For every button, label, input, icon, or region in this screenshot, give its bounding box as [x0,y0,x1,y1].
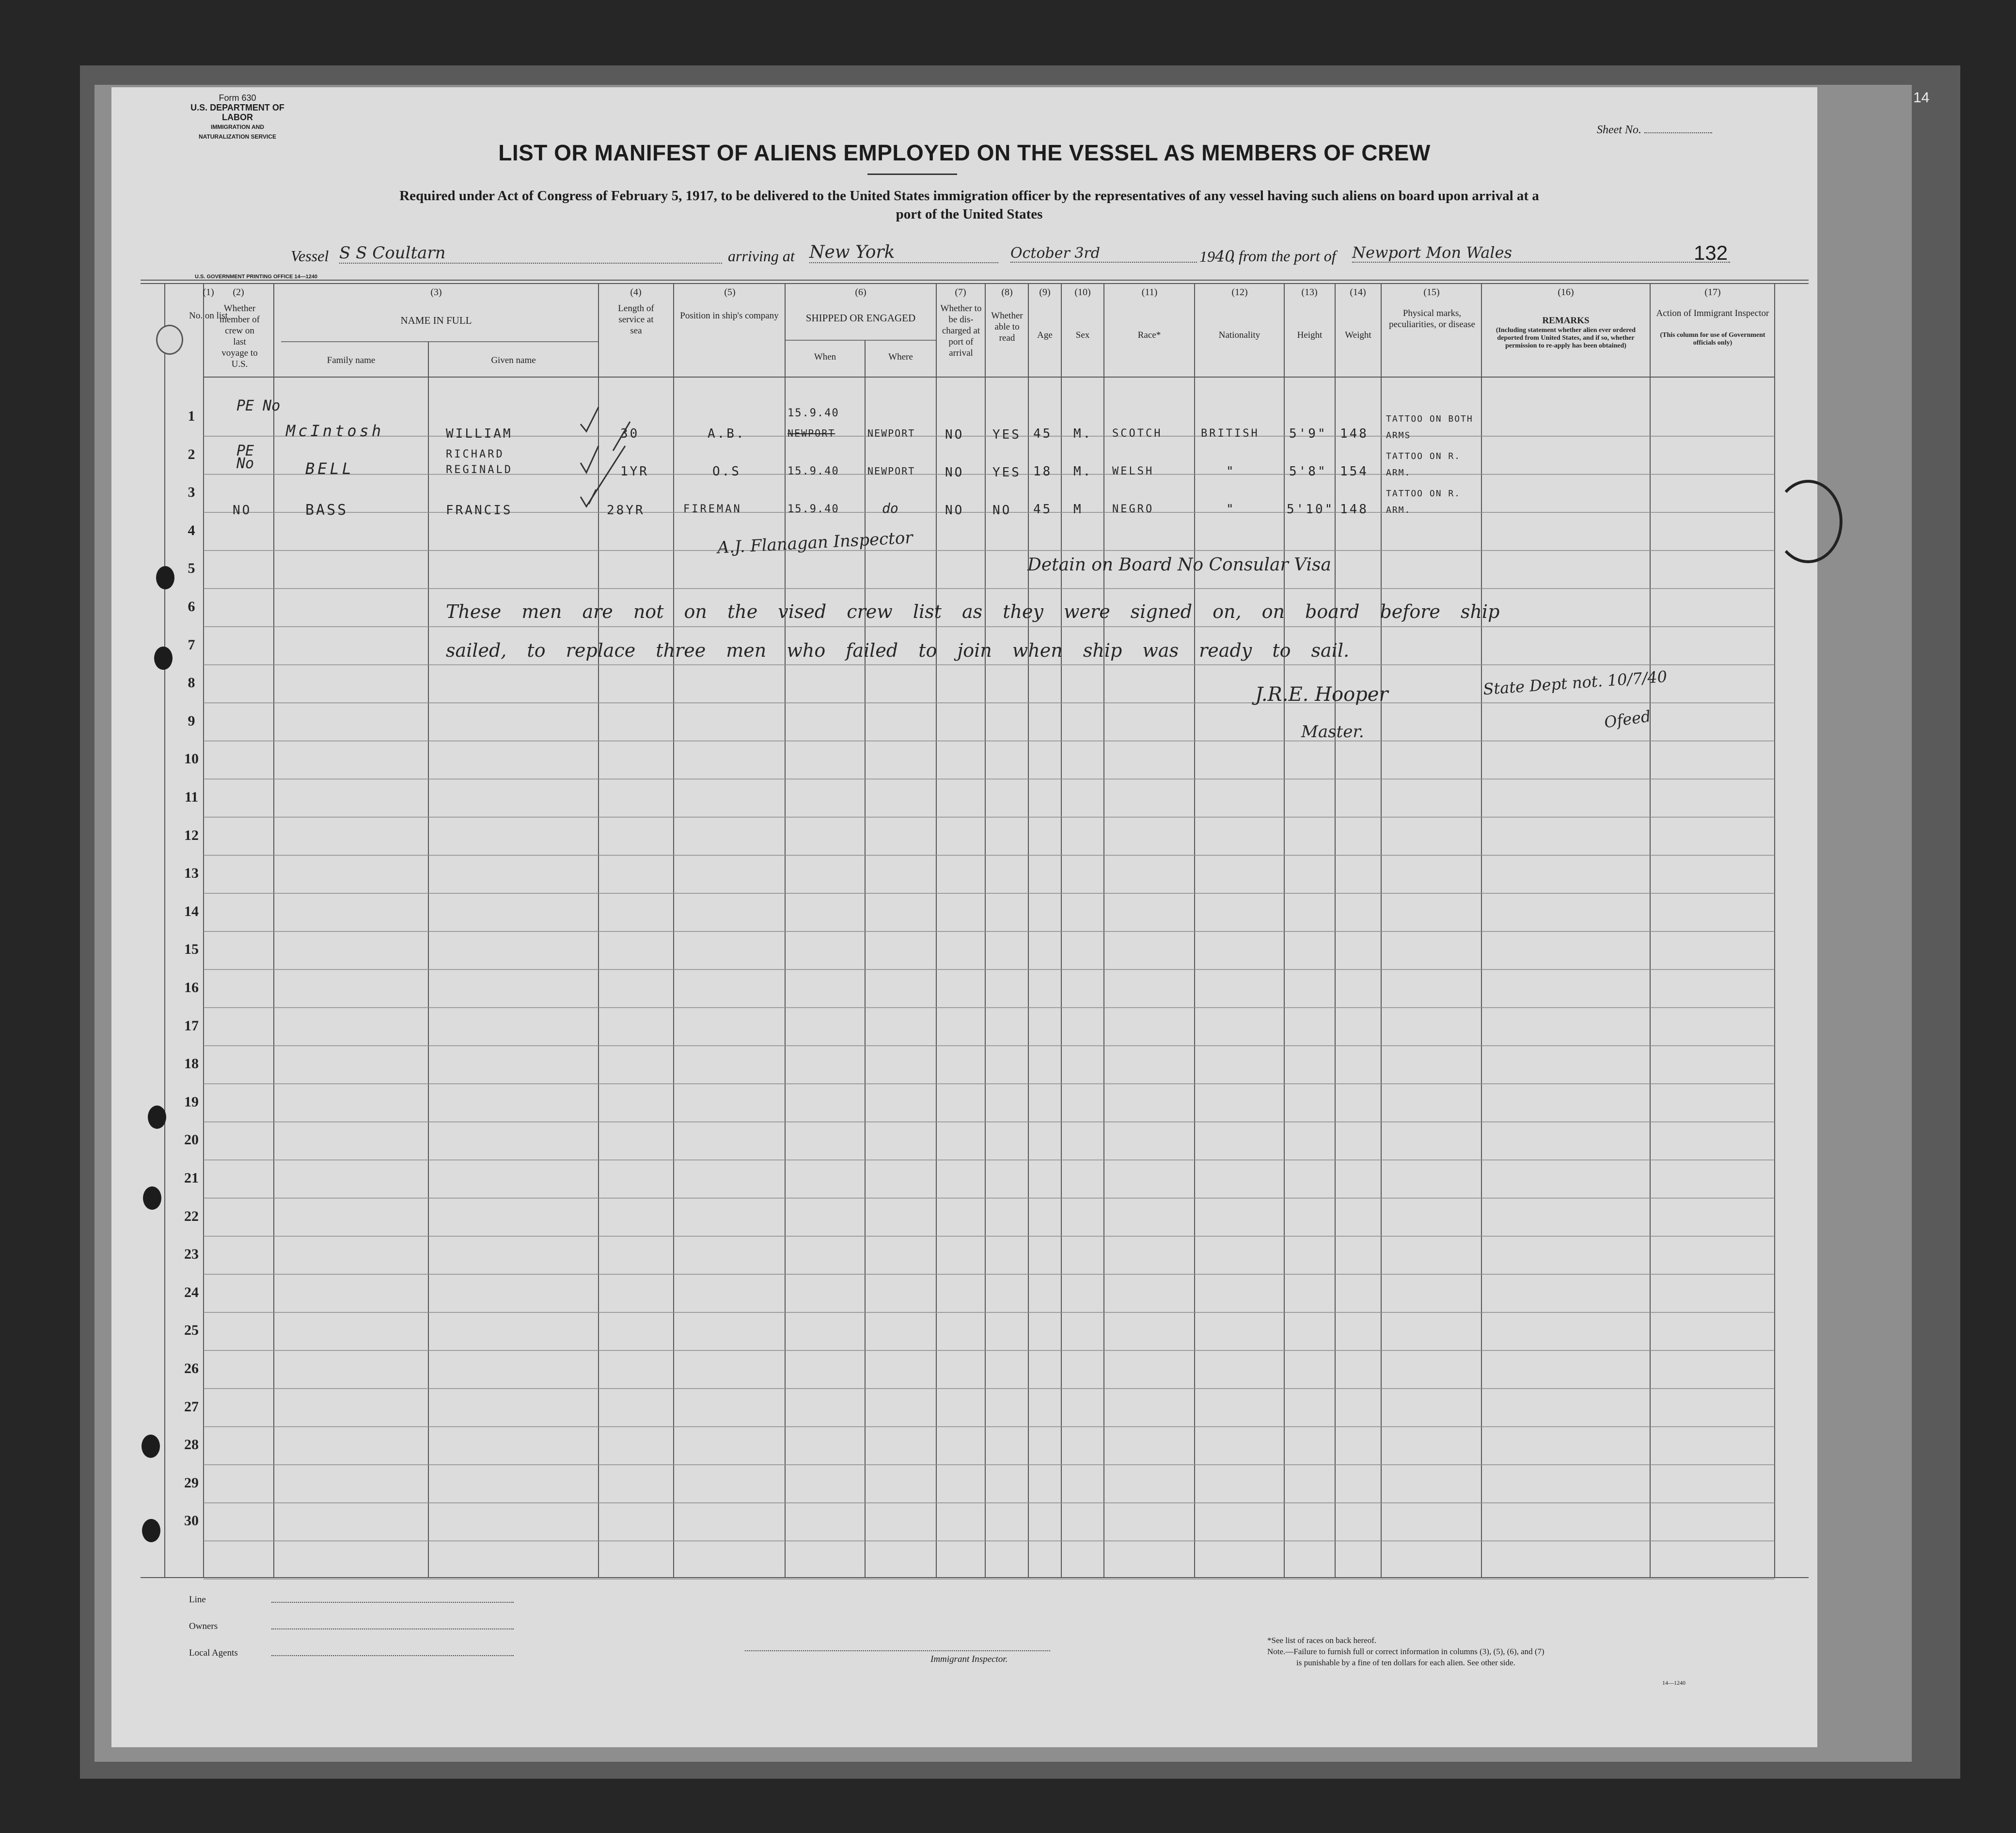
col-num-3: (3) [430,287,442,298]
row2-nationality: " [1226,464,1236,479]
vessel-label: Vessel [291,247,329,265]
row-number: 19 [184,1093,199,1110]
subtitle-line-1: Required under Act of Congress of February 5, 1917, to be delivered to the United States immigration officer by the representatives of any vessel having such aliens on board upon arrival at a [399,188,1539,204]
line-field [189,1595,206,1605]
owners-blank [271,1628,514,1629]
col-head-height: Height [1297,330,1323,340]
vessel-name: S S Coultarn [339,243,722,264]
row3-service: 28YR [607,503,645,518]
row-number: 23 [184,1246,199,1263]
col-head-when: When [814,352,836,362]
row3-last-voyage: NO [233,503,252,518]
row-number: 25 [184,1322,199,1339]
row-number: 7 [188,636,195,653]
row2-given-name: RICHARD REGINALD [446,448,513,476]
row3-read: NO [992,503,1012,518]
year-field [1199,247,1235,266]
row1-age: 45 [1033,427,1053,441]
col-num-10: (10) [1074,287,1091,298]
department-name: U.S. DEPARTMENT OF LABOR [190,103,284,122]
arriving-label: arriving at [728,247,795,265]
row-number: 20 [184,1132,199,1148]
binder-clip-ring [1774,480,1843,563]
sheet-number-field [1597,124,1712,137]
row1-last-voyage: PE No [236,397,281,414]
year-prefix: 19 [1199,248,1215,265]
row2-where: NEWPORT [867,465,915,477]
row1-service: 30 [620,427,640,441]
col-head-where: Where [888,352,913,362]
col-num-15: (15) [1423,287,1440,298]
row-number: 22 [184,1208,199,1224]
row2-age: 18 [1033,464,1053,479]
state-dept-note: State Dept not. 10/7/40 [1482,667,1668,699]
row3-marks: TATTOO ON R. ARM. [1386,489,1461,515]
row-number: 12 [184,827,199,843]
row-number: 15 [184,941,199,958]
row1-where-struck: NEWPORT [788,427,835,439]
row-number: 30 [184,1513,199,1529]
row3-age: 45 [1033,502,1053,517]
col-head-physical-marks: Physical marks, peculiarities, or disease [1389,308,1475,330]
row3-nationality: " [1226,502,1236,517]
inspector-label: Immigrant Inspector. [930,1654,1008,1664]
row2-position: O.S [712,464,741,479]
row3-where: do [882,500,898,516]
form-number: Form 630 [219,93,256,103]
col-head-given-name: Given name [491,355,536,365]
manifest-sheet [111,87,1817,1747]
col-num-13: (13) [1301,287,1318,298]
col-head-nationality: Nationality [1218,330,1260,340]
corner-page-number: 14 [1913,90,1930,106]
col-head-inspector-note: (This column for use of Government officials only) [1660,332,1765,347]
row-number: 16 [184,980,199,996]
note-line-1: These men are not on the vised crew list as they were signed on, on board before ship [446,601,1500,622]
col-num-5: (5) [724,287,736,298]
row3-given-name: FRANCIS [446,503,513,518]
row-number: 14 [184,903,199,919]
row3-race: NEGRO [1112,503,1154,515]
row1-family-name: McIntosh [286,422,384,440]
punch-hole [148,1106,166,1129]
row3-when: 15.9.40 [788,503,839,515]
line-blank [271,1602,514,1603]
arrival-port: New York [809,242,998,263]
row-number: 26 [184,1360,199,1376]
row3-weight: 148 [1340,502,1369,517]
row1-sex: M. [1073,427,1093,441]
row-number: 24 [184,1284,199,1300]
col-head-position: Position in ship's company [680,311,779,321]
col-num-16: (16) [1558,287,1574,298]
col-num-12: (12) [1231,287,1248,298]
punch-hole [154,647,173,670]
col-num-1: (1) [203,287,214,298]
col-num-17: (17) [1704,287,1721,298]
row2-weight: 154 [1340,464,1369,479]
row1-given-name: WILLIAM [446,427,513,441]
row1-read: YES [992,427,1021,442]
punch-hole [143,1186,161,1210]
col-head-last-voyage: Whether member of crew on last voyage to U.S. [220,303,260,369]
row1-race: SCOTCH [1112,427,1163,440]
row3-sex: M [1073,502,1083,517]
row-number: 8 [188,675,195,691]
owners-label: Owners [189,1621,218,1631]
inspector-signature: A.J. Flanagan Inspector [717,528,914,558]
col-head-remarks-note: (Including statement whether alien ever ordered deported from United States, and if so, whether permission to re-apply has been obtained) [1496,327,1636,349]
row1-position: A.B. [708,427,746,441]
master-signature: J.R.E. Hooper [1255,683,1388,706]
col-head-list-no: No. on list [189,311,228,321]
col-head-shipped: SHIPPED OR ENGAGED [805,312,916,324]
row2-read: YES [992,465,1021,480]
fine-note-2: is punishable by a fine of ten dollars for each alien. See other side. [1296,1658,1515,1667]
row-number: 28 [184,1437,199,1453]
agents-label: Local Agents [189,1648,238,1658]
printer-line: U.S. GOVERNMENT PRINTING OFFICE 14—1240 [195,274,318,280]
row2-last-voyage: PE No [236,442,254,472]
row-number: 6 [188,599,195,615]
col-num-14: (14) [1350,287,1366,298]
row3-height: 5'10" [1287,502,1335,517]
row-number: 9 [188,712,195,729]
arrival-date: October 3rd [1010,245,1197,263]
year-value: 40 [1215,247,1235,266]
page-number: 132 [1694,241,1728,264]
col-head-inspector-action: Action of Immigrant Inspector [1656,308,1769,318]
row-number: 10 [184,751,199,767]
row2-sex: M. [1073,464,1093,479]
col-head-read: Whether able to read [991,311,1023,343]
col-head-age: Age [1037,330,1053,340]
punch-hole [156,566,174,589]
row-number: 29 [184,1474,199,1491]
row3-family-name: BASS [305,502,348,519]
row2-family-name: BELL [305,459,355,478]
agents-blank [271,1655,514,1656]
row3-position: FIREMAN [683,503,742,515]
row2-height: 5'8" [1289,464,1327,479]
fine-note-1: Note.—Failure to furnish full or correct information in columns (3), (5), (6), and (7) [1267,1647,1544,1656]
row-number: 4 [188,522,195,538]
binder-ring-hole [156,325,183,355]
check-marks [577,359,640,523]
row2-race: WELSH [1112,465,1154,477]
row1-where: NEWPORT [867,427,915,439]
sheet-number-label: Sheet No. [1597,124,1641,136]
row-number: 27 [184,1398,199,1415]
row1-marks: TATTOO ON BOTH ARMS [1386,414,1473,441]
master-title: Master. [1301,722,1364,742]
inspector-blank [745,1650,1050,1651]
page-title: LIST OR MANIFEST OF ALIENS EMPLOYED ON THE VESSEL AS MEMBERS OF CREW [498,140,1431,165]
col-head-weight: Weight [1345,330,1371,340]
row3-discharged: NO [945,503,964,518]
row-number: 5 [188,560,195,577]
from-port-label: , from the port of [1231,247,1336,265]
row2-service: 1YR [620,464,649,479]
col-head-service: Length of service at sea [618,303,654,336]
row-number: 2 [188,446,195,462]
row2-when: 15.9.40 [788,465,839,477]
row1-nationality: BRITISH [1201,427,1260,440]
row-number: 17 [184,1017,199,1034]
col-num-2: (2) [233,287,244,298]
punch-hole [142,1519,160,1542]
row-number: 18 [184,1056,199,1072]
row-number: 21 [184,1170,199,1186]
line-label: Line [189,1595,206,1605]
row1-when: 15.9.40 [788,407,839,419]
row-number: 13 [184,865,199,882]
row2-discharged: NO [945,465,964,480]
col-head-family-name: Family name [327,355,376,365]
col-num-8: (8) [1001,287,1013,298]
col-head-race: Race* [1137,330,1161,340]
row-number: 11 [184,789,199,805]
detain-note: Detain on Board No Consular Visa [1027,555,1331,575]
col-num-6: (6) [855,287,866,298]
service-name: IMMIGRATION AND NATURALIZATION SERVICE [198,124,276,140]
row-number: 3 [188,484,195,501]
print-code: 14—1240 [1662,1679,1685,1686]
note-line-2: sailed, to replace three men who failed to join when ship was ready to sail. [446,640,1350,661]
row2-marks: TATTOO ON R. ARM. [1386,451,1461,478]
official-initials: Ofeed [1603,707,1652,732]
col-head-name: NAME IN FULL [400,315,472,326]
punch-hole [142,1435,160,1458]
title-underline [867,174,957,175]
row-number: 1 [188,408,195,424]
col-num-7: (7) [955,287,966,298]
row1-weight: 148 [1340,427,1369,441]
col-num-11: (11) [1141,287,1158,298]
col-head-sex: Sex [1075,330,1090,340]
col-head-discharged: Whether to be dis-charged at port of arrival [940,303,982,358]
row1-discharged: NO [945,427,964,442]
col-num-9: (9) [1039,287,1051,298]
departure-port: Newport Mon Wales [1352,243,1730,263]
races-note: *See list of races on back hereof. [1267,1636,1377,1645]
col-head-remarks: REMARKS [1542,316,1590,326]
subtitle-line-2: port of the United States [896,206,1043,222]
col-num-4: (4) [630,287,642,298]
row1-height: 5'9" [1289,427,1327,441]
